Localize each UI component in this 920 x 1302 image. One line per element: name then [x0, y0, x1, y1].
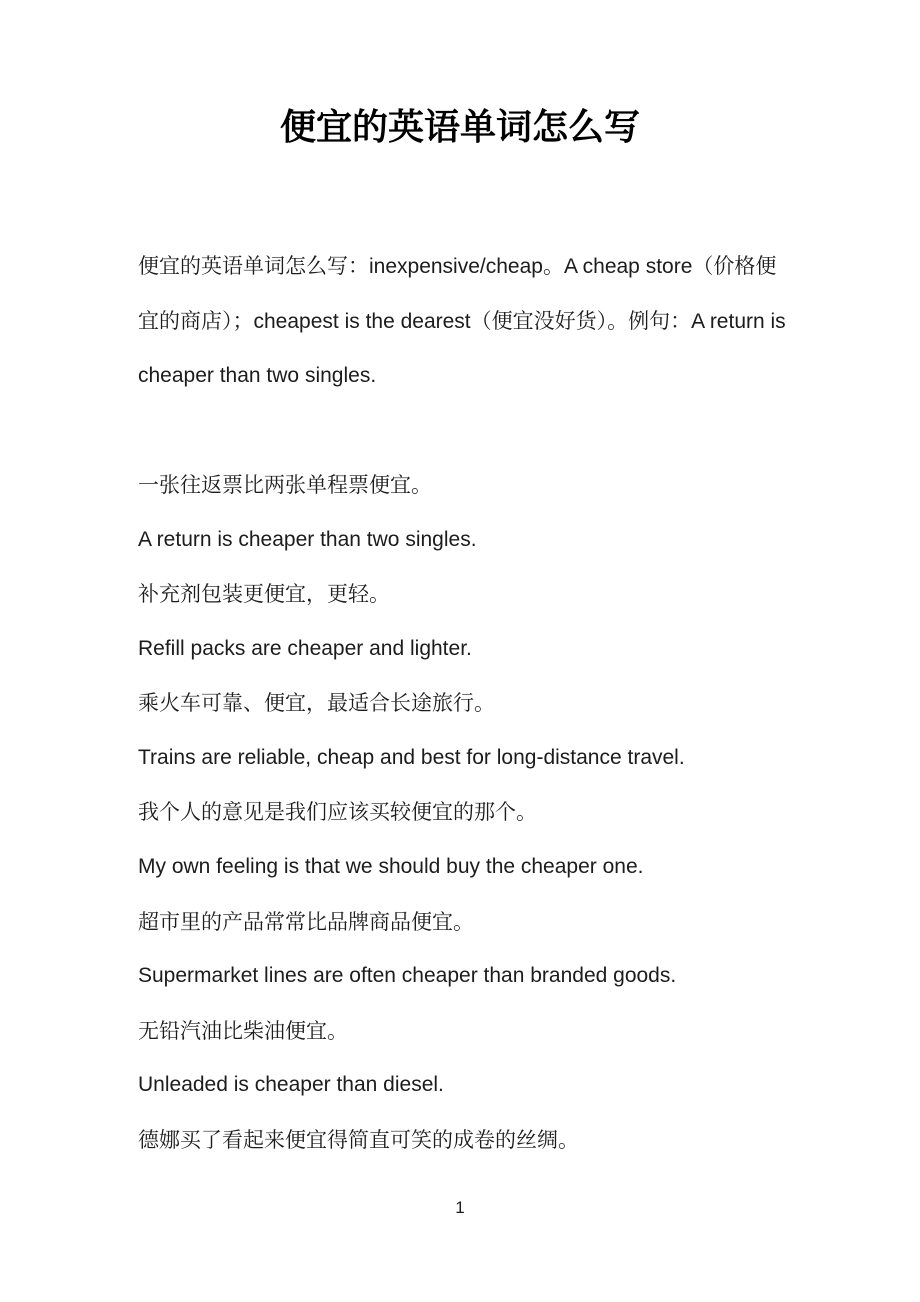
text-line: Trains are reliable, cheap and best for long-distance travel.	[138, 745, 685, 769]
page-title: 便宜的英语单词怎么写	[279, 107, 640, 147]
text-line: 超市里的产品常常比品牌商品便宜。	[138, 909, 474, 934]
text-line: A return is cheaper than two singles.	[138, 527, 477, 551]
text-line: Supermarket lines are often cheaper than branded goods.	[138, 964, 677, 988]
text-line: My own feeling is that we should buy the cheaper one.	[138, 855, 644, 879]
text-line: 宜的商店）；cheapest is the dearest（便宜没好货）。例句：A return is	[138, 309, 786, 333]
text-line: 便宜的英语单词怎么写：inexpensive/cheap。A cheap store（价格便	[138, 255, 777, 278]
text-line: cheaper than two singles.	[138, 364, 377, 388]
text-line: 德娜买了看起来便宜得简直可笑的成卷的丝绸。	[138, 1127, 579, 1152]
blank-line	[138, 404, 808, 459]
text-line: 一张往返票比两张单程票便宜。	[138, 473, 432, 498]
text-line: Unleaded is cheaper than diesel.	[138, 1073, 444, 1097]
text-line: Refill packs are cheaper and lighter.	[138, 636, 472, 660]
text-line: 乘火车可靠、便宜，最适合长途旅行。	[138, 691, 495, 716]
text-line: 补充剂包装更便宜，更轻。	[138, 582, 390, 607]
page-number: 1	[455, 1198, 465, 1217]
text-line: 我个人的意见是我们应该买较便宜的那个。	[138, 800, 537, 825]
document-body	[138, 240, 808, 1167]
text-line: 无铅汽油比柴油便宜。	[138, 1018, 348, 1043]
